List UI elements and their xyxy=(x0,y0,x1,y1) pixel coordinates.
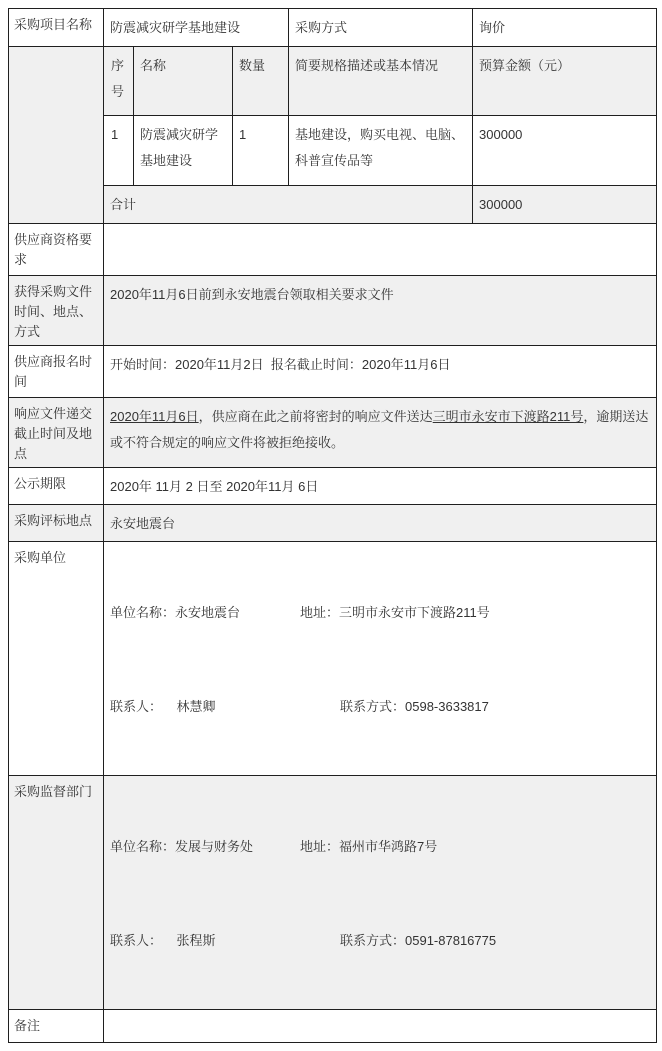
deadline-underlined-text: 2020年11月6日 xyxy=(110,409,199,424)
purchase-method-label-cell: 采购方式 xyxy=(289,9,473,47)
purchase-method-value-cell: 询价 xyxy=(473,9,657,47)
response-deadline-value-cell xyxy=(104,398,657,468)
purchasing-unit-value-cell xyxy=(104,542,657,776)
empty-spacer-cell xyxy=(9,47,104,224)
total-label-cell: 合计 xyxy=(104,186,473,224)
item-seq-cell: 1 xyxy=(104,116,134,186)
item-budget-cell: 300000 xyxy=(473,116,657,186)
registration-time-value-cell: 开始时间：2020年11月2日 报名截止时间：2020年11月6日 xyxy=(104,346,657,398)
remarks-value-cell xyxy=(104,1010,657,1043)
supervision-dept-address-text: 地址：福州市华鸿路7号 xyxy=(300,839,438,854)
procurement-notice-table xyxy=(8,8,657,1043)
purchasing-unit-address-text: 地址：三明市永安市下渡路211号 xyxy=(300,605,490,620)
purchasing-unit-label-cell: 采购单位 xyxy=(9,542,104,776)
purchasing-unit-line1 xyxy=(110,600,651,626)
project-name-label-cell: 采购项目名称 xyxy=(9,9,104,47)
purchasing-unit-name-text: 单位名称：永安地震台 xyxy=(110,605,241,620)
supplier-qualification-label-cell: 供应商资格要求 xyxy=(9,224,104,276)
supervision-dept-contact-text: 联系人： 张程斯 xyxy=(110,933,216,948)
item-spec-cell: 基地建设，购买电视、电脑、科普宣传品等 xyxy=(289,116,473,186)
publicity-period-label-cell: 公示期限 xyxy=(9,468,104,505)
supervision-dept-name-text: 单位名称：发展与财务处 xyxy=(110,839,254,854)
response-deadline-label-cell: 响应文件递交截止时间及地点 xyxy=(9,398,104,468)
purchasing-unit-line2 xyxy=(110,694,651,720)
qty-header-cell: 数量 xyxy=(233,47,289,116)
supervision-dept-line1 xyxy=(110,834,651,860)
seq-header-cell: 序号 xyxy=(104,47,134,116)
name-header-cell: 名称 xyxy=(134,47,233,116)
document-obtain-value-cell: 2020年11月6日前到永安地震台领取相关要求文件 xyxy=(104,276,657,346)
response-deadline-middle-text: ，供应商在此之前将密封的响应文件送达 xyxy=(198,409,433,424)
supervision-dept-line2 xyxy=(110,928,651,954)
registration-time-label-cell: 供应商报名时间 xyxy=(9,346,104,398)
total-value-cell: 300000 xyxy=(473,186,657,224)
document-obtain-label-cell: 获得采购文件时间、地点、方式 xyxy=(9,276,104,346)
remarks-label-cell: 备注 xyxy=(9,1010,104,1043)
purchasing-unit-phone-text: 联系方式：0598-3633817 xyxy=(340,699,489,714)
item-name-cell: 防震减灾研学基地建设 xyxy=(134,116,233,186)
project-name-value-cell: 防震减灾研学基地建设 xyxy=(104,9,289,47)
item-qty-cell: 1 xyxy=(233,116,289,186)
evaluation-place-value-cell: 永安地震台 xyxy=(104,505,657,542)
supervision-dept-phone-text: 联系方式：0591-87816775 xyxy=(340,933,497,948)
response-deadline-tail-text: ，逾期送达或不符合规定的响应文件将被拒绝接收。 xyxy=(110,409,649,450)
budget-header-cell: 预算金额（元） xyxy=(473,47,657,116)
supervision-dept-value-cell xyxy=(104,776,657,1010)
publicity-period-value-cell: 2020年 11月 2 日至 2020年11月 6日 xyxy=(104,468,657,505)
purchasing-unit-contact-text: 联系人： 林慧卿 xyxy=(110,699,216,714)
evaluation-place-label-cell: 采购评标地点 xyxy=(9,505,104,542)
spec-header-cell: 简要规格描述或基本情况 xyxy=(289,47,473,116)
address-underlined-text: 三明市永安市下渡路211号 xyxy=(432,409,584,424)
supplier-qualification-value-cell xyxy=(104,224,657,276)
supervision-dept-label-cell: 采购监督部门 xyxy=(9,776,104,1010)
